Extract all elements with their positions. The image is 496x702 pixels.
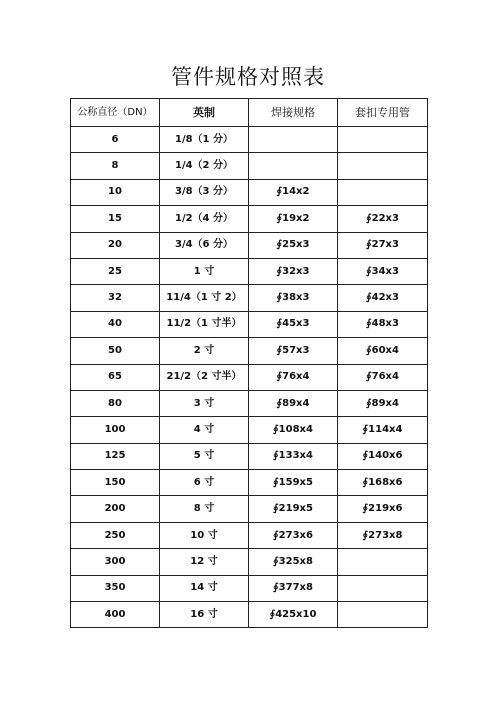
table-body — [71, 127, 428, 628]
table-row — [71, 311, 428, 337]
table-row — [71, 153, 428, 179]
cell-dn: 10 — [71, 179, 160, 205]
cell-weld — [249, 153, 338, 179]
cell-dn: 150 — [71, 470, 160, 496]
cell-dn: 40 — [71, 311, 160, 337]
cell-dn: 20 — [71, 232, 160, 258]
cell-dn: 25 — [71, 258, 160, 284]
cell-weld: ∮133x4 — [249, 443, 338, 469]
cell-weld: ∮76x4 — [249, 364, 338, 390]
cell-inch: 11/2（1 寸半） — [160, 311, 249, 337]
cell-dn: 8 — [71, 153, 160, 179]
cell-weld: ∮89x4 — [249, 390, 338, 416]
cell-dn: 200 — [71, 496, 160, 522]
cell-thread: ∮168x6 — [338, 470, 428, 496]
cell-inch: 8 寸 — [160, 496, 249, 522]
cell-thread — [338, 575, 428, 601]
header-dn: 公称直径（DN） — [71, 99, 160, 127]
cell-inch: 11/4（1 寸 2） — [160, 285, 249, 311]
page-title: 管件规格对照表 — [171, 65, 325, 89]
cell-inch: 3 寸 — [160, 390, 249, 416]
cell-dn: 50 — [71, 338, 160, 364]
cell-dn: 65 — [71, 364, 160, 390]
table-row — [71, 496, 428, 522]
cell-inch: 16 寸 — [160, 602, 249, 628]
table-row — [71, 390, 428, 416]
cell-weld: ∮57x3 — [249, 338, 338, 364]
cell-weld: ∮108x4 — [249, 417, 338, 443]
table-row — [71, 602, 428, 628]
cell-weld: ∮273x6 — [249, 522, 338, 548]
header-weld: 焊接规格 — [249, 99, 338, 127]
cell-dn: 250 — [71, 522, 160, 548]
cell-thread: ∮27x3 — [338, 232, 428, 258]
cell-inch: 1 寸 — [160, 258, 249, 284]
cell-thread: ∮42x3 — [338, 285, 428, 311]
cell-inch: 12 寸 — [160, 549, 249, 575]
cell-weld: ∮45x3 — [249, 311, 338, 337]
table-row — [71, 470, 428, 496]
cell-inch: 6 寸 — [160, 470, 249, 496]
cell-dn: 300 — [71, 549, 160, 575]
table-row — [71, 364, 428, 390]
table-row — [71, 522, 428, 548]
table-row — [71, 417, 428, 443]
table-row — [71, 206, 428, 232]
cell-thread: ∮219x6 — [338, 496, 428, 522]
table-row — [71, 549, 428, 575]
header-inch: 英制 — [160, 99, 249, 127]
cell-thread: ∮140x6 — [338, 443, 428, 469]
table-row — [71, 338, 428, 364]
cell-thread — [338, 602, 428, 628]
cell-thread: ∮34x3 — [338, 258, 428, 284]
cell-thread: ∮22x3 — [338, 206, 428, 232]
cell-dn: 15 — [71, 206, 160, 232]
header-thread: 套扣专用管 — [338, 99, 428, 127]
cell-inch: 1/2（4 分） — [160, 206, 249, 232]
cell-inch: 21/2（2 寸半） — [160, 364, 249, 390]
cell-weld: ∮14x2 — [249, 179, 338, 205]
cell-weld: ∮377x8 — [249, 575, 338, 601]
cell-inch: 1/8（1 分） — [160, 127, 249, 153]
cell-inch: 14 寸 — [160, 575, 249, 601]
spec-table — [70, 98, 428, 628]
table-row — [71, 258, 428, 284]
cell-dn: 80 — [71, 390, 160, 416]
cell-thread: ∮60x4 — [338, 338, 428, 364]
table-row — [71, 127, 428, 153]
cell-inch: 3/8（3 分） — [160, 179, 249, 205]
cell-inch: 2 寸 — [160, 338, 249, 364]
cell-weld: ∮19x2 — [249, 206, 338, 232]
cell-weld: ∮325x8 — [249, 549, 338, 575]
cell-weld: ∮25x3 — [249, 232, 338, 258]
cell-weld: ∮219x5 — [249, 496, 338, 522]
header-row — [71, 99, 428, 127]
cell-dn: 32 — [71, 285, 160, 311]
cell-thread: ∮273x8 — [338, 522, 428, 548]
table-row — [71, 179, 428, 205]
cell-dn: 400 — [71, 602, 160, 628]
cell-dn: 125 — [71, 443, 160, 469]
table-row — [71, 443, 428, 469]
cell-weld: ∮38x3 — [249, 285, 338, 311]
cell-thread — [338, 549, 428, 575]
cell-weld — [249, 127, 338, 153]
cell-thread — [338, 127, 428, 153]
cell-weld: ∮425x10 — [249, 602, 338, 628]
table-row — [71, 575, 428, 601]
cell-thread: ∮76x4 — [338, 364, 428, 390]
cell-thread — [338, 179, 428, 205]
cell-thread: ∮48x3 — [338, 311, 428, 337]
cell-weld: ∮159x5 — [249, 470, 338, 496]
cell-inch: 1/4（2 分） — [160, 153, 249, 179]
cell-thread — [338, 153, 428, 179]
cell-dn: 350 — [71, 575, 160, 601]
cell-inch: 10 寸 — [160, 522, 249, 548]
cell-dn: 6 — [71, 127, 160, 153]
cell-inch: 4 寸 — [160, 417, 249, 443]
table-row — [71, 232, 428, 258]
cell-inch: 5 寸 — [160, 443, 249, 469]
cell-inch: 3/4（6 分） — [160, 232, 249, 258]
cell-weld: ∮32x3 — [249, 258, 338, 284]
table-row — [71, 285, 428, 311]
cell-thread: ∮114x4 — [338, 417, 428, 443]
cell-thread: ∮89x4 — [338, 390, 428, 416]
cell-dn: 100 — [71, 417, 160, 443]
